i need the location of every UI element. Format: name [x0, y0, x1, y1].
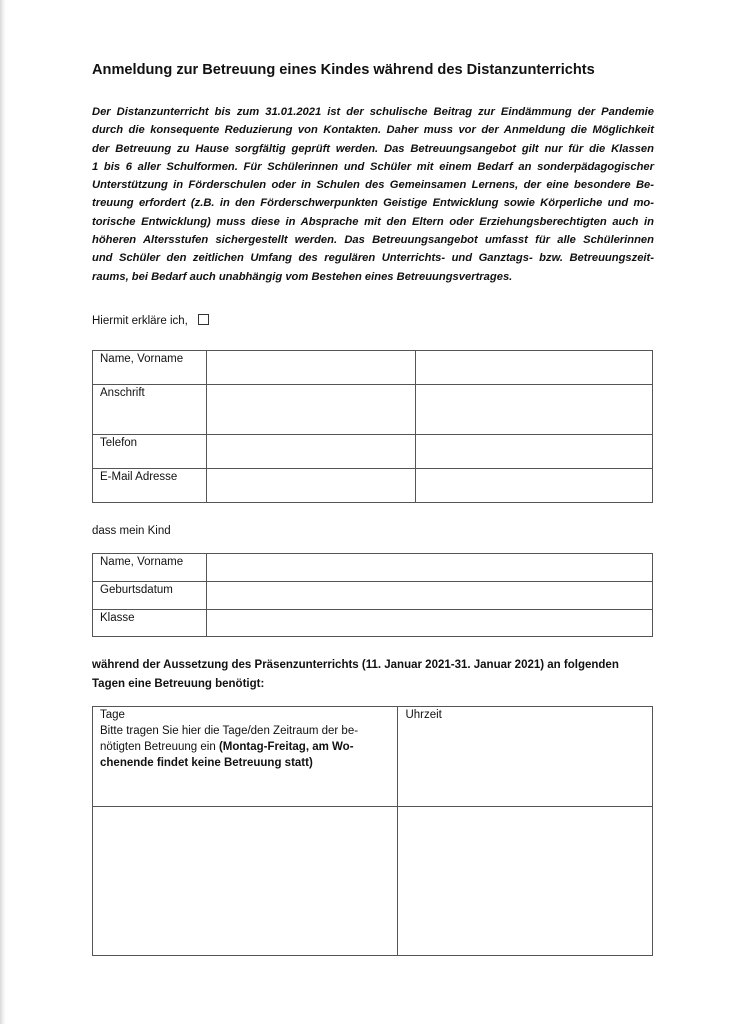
days-hint-bold: (Montag-Freitag, am Wo-: [218, 741, 354, 753]
child-info-table: [92, 553, 653, 637]
parent-name-field[interactable]: [206, 351, 416, 385]
care-period-text: [92, 656, 619, 694]
intro-paragraph: [92, 103, 654, 286]
table-row: [93, 554, 653, 582]
table-row: [93, 351, 653, 385]
parent-address-field[interactable]: [206, 385, 416, 435]
intro-line: und Schüler den zeitlichen Umfang des regulären Unterrichts- und Ganztags- bzw. Betreuungszeit-: [92, 252, 654, 265]
page-shadow: [0, 0, 6, 1024]
days-hint-text: nötigten Betreuung ein: [100, 741, 219, 753]
table-row: [93, 385, 653, 435]
days-hint-bold-line: chenende findet keine Betreuung statt): [100, 757, 313, 769]
intro-line: durch die konsequente Reduzierung von Kontakten. Daher muss vor der Anmeldung die Möglichkeit: [92, 124, 654, 137]
care-period-line: Tagen eine Betreuung benötigt:: [92, 678, 265, 690]
parent-email-field-2[interactable]: [416, 469, 653, 503]
table-row: [93, 807, 653, 956]
declaration-row: [92, 314, 209, 327]
intro-line: der Betreuung zu Hause sorgfältig geprüft werden. Das Betreuungsangebot gilt nur für die Klassen: [92, 142, 654, 155]
intro-line: Der Distanzunterricht bis zum 31.01.2021 ist der schulische Beitrag zur Eindämmung der Pandemie: [92, 106, 654, 118]
table-row: [93, 610, 653, 637]
table-row: [93, 707, 653, 807]
child-name-label: Name, Vorname: [93, 554, 207, 582]
table-row: [93, 435, 653, 469]
parent-name-label: Name, Vorname: [93, 351, 207, 385]
child-intro: dass mein Kind: [92, 525, 171, 537]
table-row: [93, 582, 653, 610]
parent-phone-label: Telefon: [93, 435, 207, 469]
days-hint-line: [100, 739, 390, 755]
child-class-field[interactable]: [206, 610, 652, 637]
child-name-field[interactable]: [206, 554, 652, 582]
child-birthdate-field[interactable]: [206, 582, 652, 610]
parent-info-table: [92, 350, 653, 503]
days-header-cell: [93, 707, 398, 807]
declaration-checkbox[interactable]: [198, 314, 209, 325]
time-header: Uhrzeit: [398, 707, 653, 807]
days-header: Tage: [100, 709, 125, 721]
parent-email-label: E-Mail Adresse: [93, 469, 207, 503]
form-title: Anmeldung zur Betreuung eines Kindes während des Distanzunterrichts: [92, 62, 595, 78]
table-row: [93, 469, 653, 503]
intro-line: torische Entwicklung) muss diese in Absprache mit den Eltern oder Erziehungsberechtigten auch in: [92, 215, 654, 228]
intro-line: Unterstützung in Förderschulen oder in Schulen des Gemeinsamen Lernens, der eine besondere Be-: [92, 179, 654, 192]
days-hint-line: Bitte tragen Sie hier die Tage/den Zeitraum der be-: [100, 725, 359, 737]
intro-line: treuung erfordert (z.B. in den Förderschwerpunkten Geistige Entwicklung sowie Körperliche und mo-: [92, 197, 654, 210]
days-entry-field[interactable]: [93, 807, 398, 956]
parent-name-field-2[interactable]: [416, 351, 653, 385]
parent-address-label: Anschrift: [93, 385, 207, 435]
child-birthdate-label: Geburtsdatum: [93, 582, 207, 610]
intro-line: raums, bei Bedarf auch unabhängig vom Bestehen eines Betreuungsvertrages.: [92, 270, 513, 283]
time-entry-field[interactable]: [398, 807, 653, 956]
child-class-label: Klasse: [93, 610, 207, 637]
care-period-line: während der Aussetzung des Präsenzunterrichts (11. Januar 2021-31. Januar 2021) an folgenden: [92, 659, 619, 671]
intro-line: höheren Altersstufen sichergestellt werden. Das Betreuungsangebot umfasst für alle Schülerinnen: [92, 234, 654, 247]
intro-line: 1 bis 6 aller Schulformen. Für Schülerinnen und Schüler mit einem Bedarf an sonderpädagogischer: [92, 160, 654, 173]
parent-email-field[interactable]: [206, 469, 416, 503]
parent-phone-field-2[interactable]: [416, 435, 653, 469]
declaration-label: Hiermit erkläre ich,: [92, 315, 188, 327]
care-schedule-table: [92, 706, 653, 956]
parent-phone-field[interactable]: [206, 435, 416, 469]
parent-address-field-2[interactable]: [416, 385, 653, 435]
